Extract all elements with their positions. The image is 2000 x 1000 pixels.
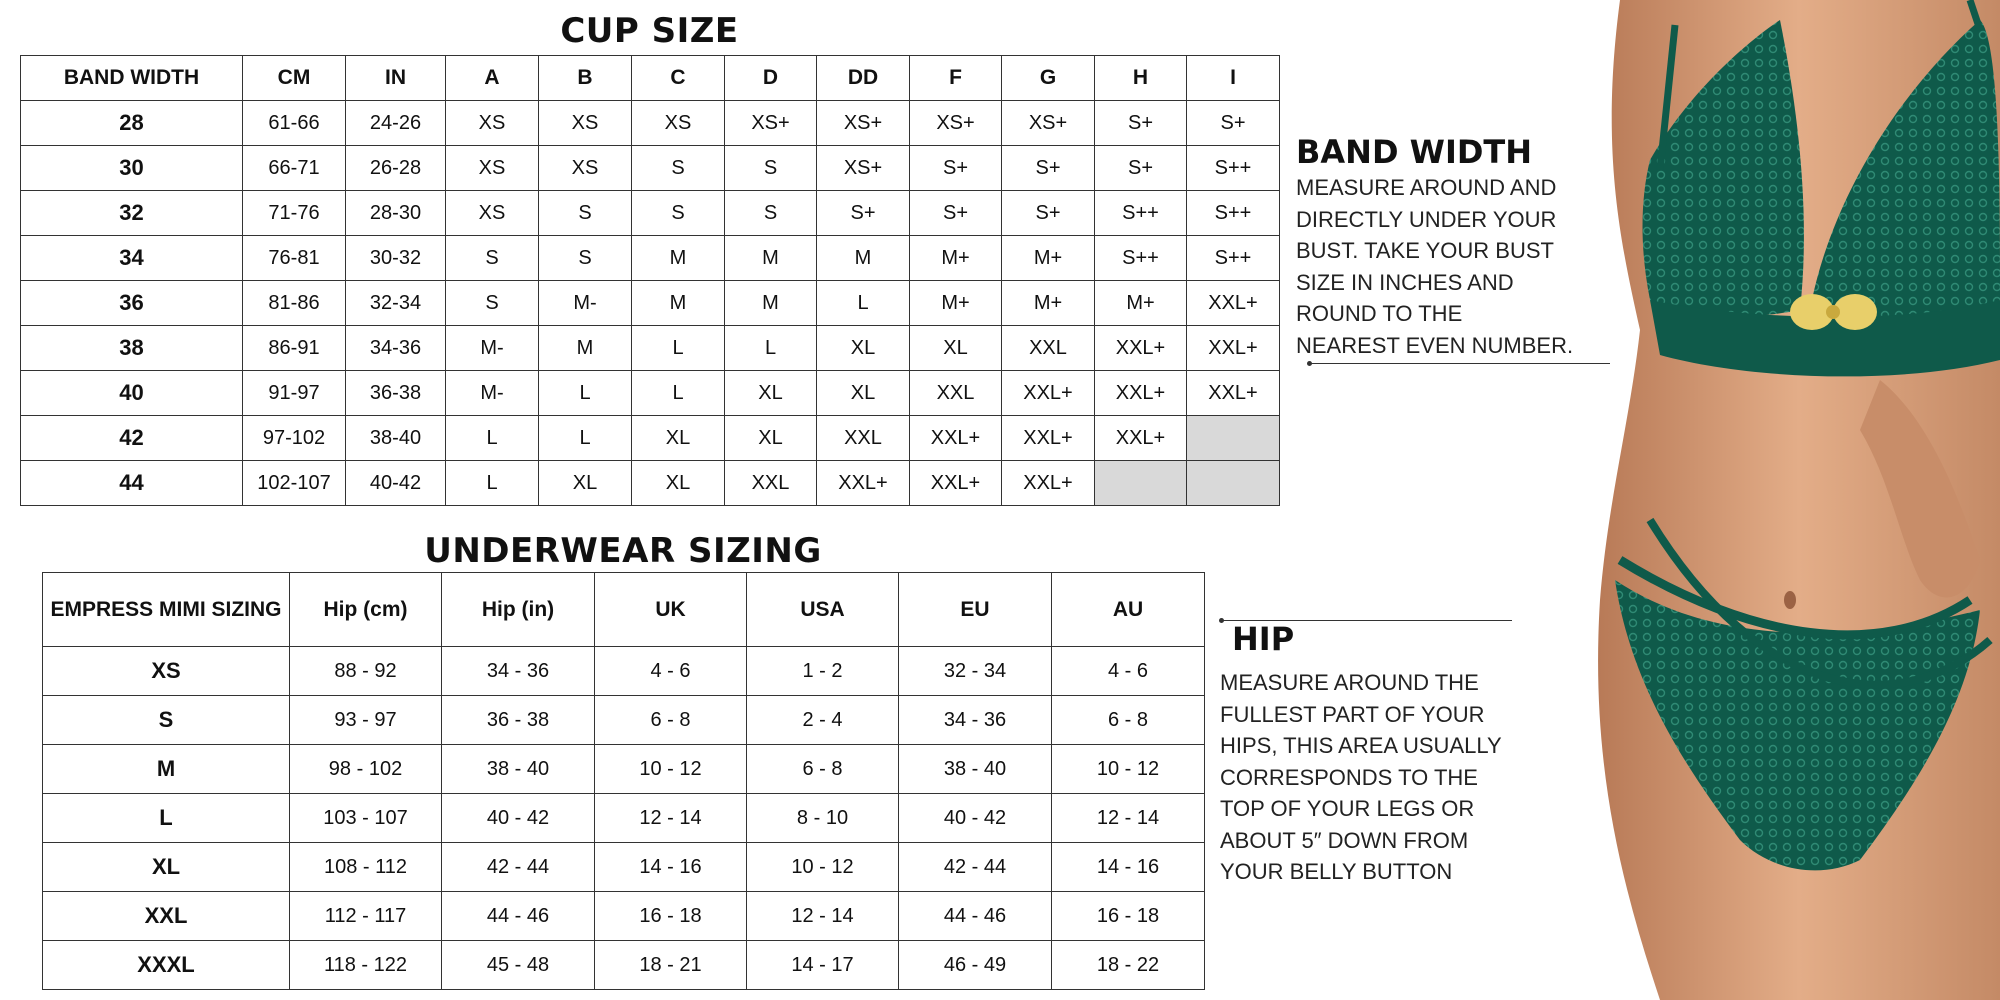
table-cell: 34-36: [346, 326, 446, 371]
table-cell: 42 - 44: [899, 843, 1052, 892]
table-row: [21, 416, 1280, 461]
column-header: C: [632, 56, 725, 101]
row-header-cell: M: [43, 745, 290, 794]
column-header: Hip (in): [442, 573, 595, 647]
table-cell: S++: [1095, 191, 1187, 236]
column-header: I: [1187, 56, 1280, 101]
table-cell: L: [539, 416, 632, 461]
table-row: [21, 236, 1280, 281]
table-cell: XL: [632, 416, 725, 461]
table-cell: XXL: [725, 461, 817, 506]
table-cell: 38 - 40: [899, 745, 1052, 794]
table-cell: 10 - 12: [595, 745, 747, 794]
table-cell: XL: [910, 326, 1002, 371]
cup-size-table: [20, 55, 1280, 506]
row-header-cell: XXL: [43, 892, 290, 941]
table-cell: 24-26: [346, 101, 446, 146]
table-cell: XL: [817, 371, 910, 416]
instruction-line: SIZE IN INCHES AND: [1296, 269, 1514, 295]
table-cell: 18 - 21: [595, 941, 747, 990]
table-cell: S: [632, 146, 725, 191]
table-cell: 16 - 18: [595, 892, 747, 941]
table-cell: XS+: [817, 146, 910, 191]
column-header: A: [446, 56, 539, 101]
table-cell: XXL+: [910, 416, 1002, 461]
table-cell: 66-71: [243, 146, 346, 191]
table-cell: M-: [539, 281, 632, 326]
instruction-line: DIRECTLY UNDER YOUR: [1296, 206, 1557, 232]
table-row: [43, 745, 1205, 794]
table-cell: S+: [1002, 146, 1095, 191]
table-cell: XXL+: [1187, 371, 1280, 416]
table-cell: L: [539, 371, 632, 416]
table-row: [21, 461, 1280, 506]
table-cell: XXL+: [1002, 416, 1095, 461]
table-cell: 86-91: [243, 326, 346, 371]
instruction-line: FULLEST PART OF YOUR: [1220, 701, 1485, 727]
table-cell: XL: [539, 461, 632, 506]
table-cell: S+: [817, 191, 910, 236]
table-cell: 10 - 12: [1052, 745, 1205, 794]
navel: [1784, 591, 1796, 609]
column-header: UK: [595, 573, 747, 647]
table-cell: 12 - 14: [1052, 794, 1205, 843]
table-cell: 10 - 12: [747, 843, 899, 892]
table-cell: 46 - 49: [899, 941, 1052, 990]
table-cell: 102-107: [243, 461, 346, 506]
column-header: G: [1002, 56, 1095, 101]
row-header-cell: 36: [21, 281, 243, 326]
band-width-heading: BAND WIDTH: [1296, 133, 1533, 171]
table-cell: 14 - 16: [1052, 843, 1205, 892]
table-cell: 44 - 46: [442, 892, 595, 941]
column-header: EMPRESS MIMI SIZING: [43, 573, 290, 647]
table-cell: M+: [1002, 281, 1095, 326]
table-cell: M+: [910, 236, 1002, 281]
table-cell: 38-40: [346, 416, 446, 461]
instruction-line: BUST. TAKE YOUR BUST: [1296, 238, 1554, 263]
table-cell: 12 - 14: [595, 794, 747, 843]
table-cell: 40 - 42: [442, 794, 595, 843]
table-cell: L: [632, 371, 725, 416]
table-row: [21, 101, 1280, 146]
instruction-line: CORRESPONDS TO THE: [1220, 764, 1478, 790]
table-cell: XXL+: [1187, 281, 1280, 326]
table-cell: XXL+: [1095, 416, 1187, 461]
table-cell: S++: [1095, 236, 1187, 281]
table-cell: L: [446, 416, 539, 461]
column-header: D: [725, 56, 817, 101]
row-header-cell: 30: [21, 146, 243, 191]
table-cell: 36 - 38: [442, 696, 595, 745]
column-header: AU: [1052, 573, 1205, 647]
table-cell: S: [725, 146, 817, 191]
table-cell: 91-97: [243, 371, 346, 416]
table-cell: [1187, 416, 1280, 461]
table-cell: 26-28: [346, 146, 446, 191]
table-row: [43, 696, 1205, 745]
underwear-sizing-table: [42, 572, 1205, 990]
table-cell: 4 - 6: [595, 647, 747, 696]
cup-size-body: [21, 101, 1280, 506]
row-header-cell: 34: [21, 236, 243, 281]
column-header: Hip (cm): [290, 573, 442, 647]
table-cell: XXL: [817, 416, 910, 461]
row-header-cell: XS: [43, 647, 290, 696]
table-cell: XXL+: [1095, 326, 1187, 371]
row-header-cell: 38: [21, 326, 243, 371]
instruction-line: YOUR BELLY BUTTON: [1220, 859, 1453, 884]
row-header-cell: L: [43, 794, 290, 843]
table-row: [43, 843, 1205, 892]
instruction-line: NEAREST EVEN NUMBER.: [1296, 332, 1574, 358]
table-cell: M: [632, 236, 725, 281]
table-cell: XXL+: [1002, 371, 1095, 416]
table-cell: S: [725, 191, 817, 236]
table-cell: 103 - 107: [290, 794, 442, 843]
hip-instructions: [1220, 667, 1502, 888]
row-header-cell: XL: [43, 843, 290, 892]
table-cell: S+: [1002, 191, 1095, 236]
underwear-body: [43, 647, 1205, 990]
table-cell: XS+: [725, 101, 817, 146]
table-cell: 36-38: [346, 371, 446, 416]
table-cell: 6 - 8: [747, 745, 899, 794]
table-cell: 16 - 18: [1052, 892, 1205, 941]
table-cell: XXL+: [817, 461, 910, 506]
table-cell: 93 - 97: [290, 696, 442, 745]
table-cell: S+: [1095, 146, 1187, 191]
table-cell: 2 - 4: [747, 696, 899, 745]
cup-size-title: CUP SIZE: [560, 11, 739, 51]
underwear-header-row: [43, 573, 1205, 647]
table-cell: 1 - 2: [747, 647, 899, 696]
instruction-line: MEASURE AROUND AND: [1296, 175, 1557, 200]
table-cell: 28-30: [346, 191, 446, 236]
table-row: [21, 191, 1280, 236]
table-row: [43, 794, 1205, 843]
table-cell: 34 - 36: [899, 696, 1052, 745]
table-cell: 112 - 117: [290, 892, 442, 941]
table-cell: XS+: [910, 101, 1002, 146]
table-cell: 76-81: [243, 236, 346, 281]
table-cell: XS+: [817, 101, 910, 146]
table-row: [21, 371, 1280, 416]
table-cell: 6 - 8: [595, 696, 747, 745]
column-header: B: [539, 56, 632, 101]
row-header-cell: 44: [21, 461, 243, 506]
table-cell: 32-34: [346, 281, 446, 326]
instruction-line: ROUND TO THE: [1296, 301, 1463, 326]
table-cell: 4 - 6: [1052, 647, 1205, 696]
table-cell: L: [446, 461, 539, 506]
row-header-cell: XXXL: [43, 941, 290, 990]
table-cell: 61-66: [243, 101, 346, 146]
hip-heading: HIP: [1232, 620, 1295, 658]
table-cell: [1187, 461, 1280, 506]
column-header: CM: [243, 56, 346, 101]
table-cell: XS: [632, 101, 725, 146]
table-row: [43, 892, 1205, 941]
instruction-line: TOP OF YOUR LEGS OR: [1220, 796, 1475, 821]
table-cell: 45 - 48: [442, 941, 595, 990]
table-cell: M+: [910, 281, 1002, 326]
table-cell: 97-102: [243, 416, 346, 461]
table-cell: L: [725, 326, 817, 371]
table-cell: 40 - 42: [899, 794, 1052, 843]
table-row: [43, 647, 1205, 696]
column-header: H: [1095, 56, 1187, 101]
table-cell: M: [539, 326, 632, 371]
table-cell: 34 - 36: [442, 647, 595, 696]
table-row: [21, 281, 1280, 326]
table-cell: 88 - 92: [290, 647, 442, 696]
table-cell: 42 - 44: [442, 843, 595, 892]
table-cell: M+: [1095, 281, 1187, 326]
band-width-leader-dot: [1307, 361, 1312, 366]
table-cell: XXL+: [1187, 326, 1280, 371]
table-cell: M+: [1002, 236, 1095, 281]
row-header-cell: 32: [21, 191, 243, 236]
table-cell: 40-42: [346, 461, 446, 506]
column-header: DD: [817, 56, 910, 101]
table-cell: XS: [446, 101, 539, 146]
row-header-cell: S: [43, 696, 290, 745]
column-header: USA: [747, 573, 899, 647]
table-cell: M-: [446, 371, 539, 416]
table-cell: S: [539, 191, 632, 236]
table-cell: XXL: [1002, 326, 1095, 371]
table-cell: XS: [446, 191, 539, 236]
table-cell: 32 - 34: [899, 647, 1052, 696]
cup-size-header-row: [21, 56, 1280, 101]
table-cell: S+: [910, 146, 1002, 191]
table-cell: S+: [1095, 101, 1187, 146]
table-row: [21, 326, 1280, 371]
table-cell: 14 - 17: [747, 941, 899, 990]
row-header-cell: 28: [21, 101, 243, 146]
column-header: F: [910, 56, 1002, 101]
table-cell: [1095, 461, 1187, 506]
table-cell: M: [817, 236, 910, 281]
table-cell: XS+: [1002, 101, 1095, 146]
table-cell: 81-86: [243, 281, 346, 326]
table-cell: 12 - 14: [747, 892, 899, 941]
table-cell: 8 - 10: [747, 794, 899, 843]
table-cell: XS: [539, 146, 632, 191]
hip-leader-dot: [1219, 618, 1224, 623]
table-cell: 18 - 22: [1052, 941, 1205, 990]
instruction-line: HIPS, THIS AREA USUALLY: [1220, 733, 1502, 758]
table-cell: L: [632, 326, 725, 371]
column-header: BAND WIDTH: [21, 56, 243, 101]
table-cell: S+: [910, 191, 1002, 236]
model-photo: [1500, 0, 2000, 1000]
column-header: IN: [346, 56, 446, 101]
table-cell: S: [539, 236, 632, 281]
table-cell: S++: [1187, 236, 1280, 281]
instruction-line: MEASURE AROUND THE: [1220, 670, 1479, 695]
table-cell: S++: [1187, 191, 1280, 236]
row-header-cell: 40: [21, 371, 243, 416]
column-header: EU: [899, 573, 1052, 647]
table-cell: 108 - 112: [290, 843, 442, 892]
row-header-cell: 42: [21, 416, 243, 461]
table-cell: 71-76: [243, 191, 346, 236]
table-cell: XL: [817, 326, 910, 371]
table-cell: S: [632, 191, 725, 236]
table-cell: M-: [446, 326, 539, 371]
table-cell: XL: [725, 416, 817, 461]
table-row: [43, 941, 1205, 990]
table-cell: 98 - 102: [290, 745, 442, 794]
underwear-sizing-title: UNDERWEAR SIZING: [424, 531, 822, 571]
table-cell: XXL: [910, 371, 1002, 416]
table-cell: XXL+: [1002, 461, 1095, 506]
table-cell: XL: [632, 461, 725, 506]
table-cell: S+: [1187, 101, 1280, 146]
instruction-line: ABOUT 5″ DOWN FROM: [1220, 827, 1469, 853]
table-cell: 44 - 46: [899, 892, 1052, 941]
table-cell: S++: [1187, 146, 1280, 191]
table-row: [21, 146, 1280, 191]
table-cell: XS: [539, 101, 632, 146]
table-cell: S: [446, 236, 539, 281]
table-cell: XS: [446, 146, 539, 191]
table-cell: 118 - 122: [290, 941, 442, 990]
table-cell: XXL+: [910, 461, 1002, 506]
table-cell: 14 - 16: [595, 843, 747, 892]
table-cell: 38 - 40: [442, 745, 595, 794]
table-cell: L: [817, 281, 910, 326]
table-cell: XL: [725, 371, 817, 416]
table-cell: M: [725, 281, 817, 326]
table-cell: M: [725, 236, 817, 281]
table-cell: 6 - 8: [1052, 696, 1205, 745]
table-cell: XXL+: [1095, 371, 1187, 416]
table-cell: M: [632, 281, 725, 326]
table-cell: 30-32: [346, 236, 446, 281]
table-cell: S: [446, 281, 539, 326]
